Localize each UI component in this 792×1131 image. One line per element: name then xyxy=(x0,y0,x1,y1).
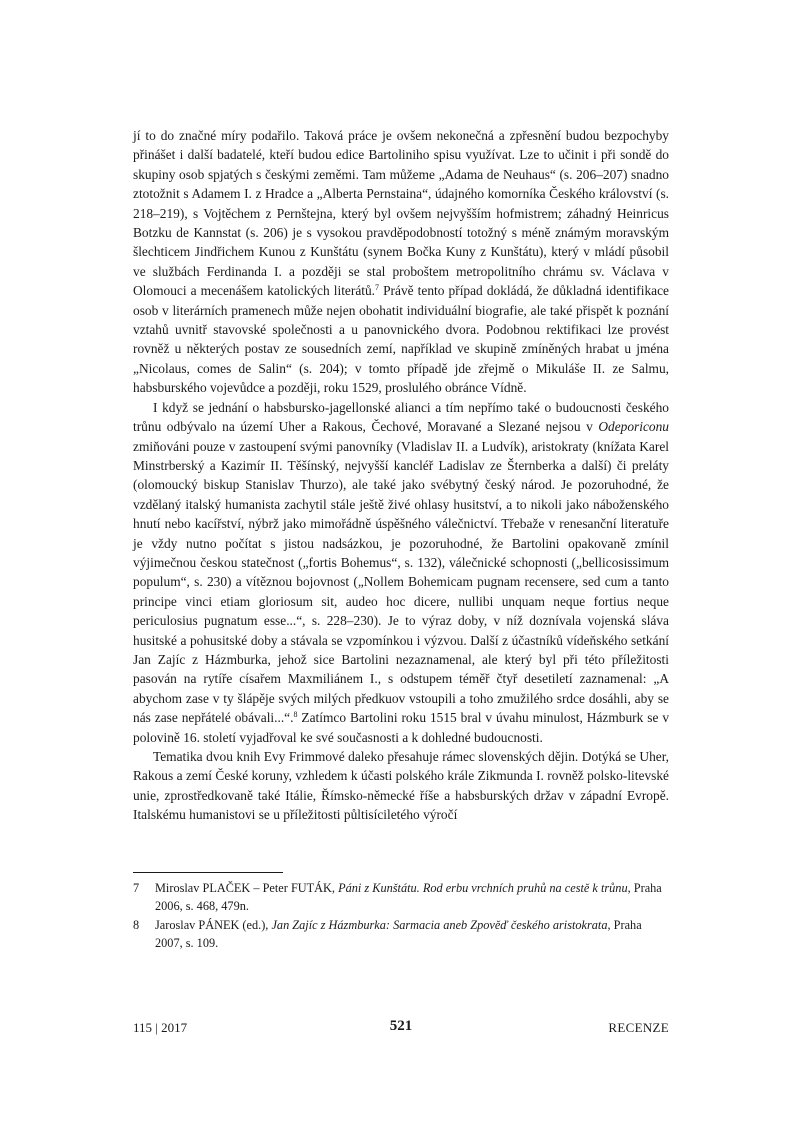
footnote xyxy=(133,917,669,952)
footnotes xyxy=(133,880,669,954)
footnote-number: 7 xyxy=(133,881,140,895)
text-run: I když se jednání o habsbursko-jagellonské alianci a tím nepřímo také o budoucnosti českého trůnu odbývalo na území Uher a Rakous, Čechové, Moravané a Slezané nejsou v xyxy=(133,399,669,435)
text-run: jí to do značné míry podařilo. Taková práce je ovšem nekonečná a zpřesnění budou bezpochyby přinášet i další badatelé, kteří budou edice Bartoliniho spisu využívat. Lze to učinit i při sondě do skupiny osob spjatých s českými zeměmi. Tam můžeme „Adama de Neuhaus“ (s. 206–207) snadno ztotožnit s Adamem I. z Hradce a „Alberta Pernstaina“, údajného komorníka Českého království (s. 218–219), s Vojtěchem z Pernštejna, který byl ovšem nejvyšším hofmistrem; záhadný Heinricus Botzku de Kannstat (s. 206) je s vysokou pravděpodobností totožný s méně známým moravským šlechticem Jindřichem Kunou z Kunštátu (synem Bočka Kuny z Kunštátu), který v mládí působil ve službách Ferdinanda I. a později se stal proboštem metropolitního chrámu sv. Václava v Olomouci a mecenášem katolických literátů. xyxy=(133,128,669,299)
footnote-ref: 8 xyxy=(293,710,298,720)
page-footer xyxy=(133,1018,669,1038)
text-run: Miroslav PLAČEK – Peter FUTÁK, xyxy=(155,881,339,895)
text-run: , Praha 2006, s. 468, 479n. xyxy=(155,881,662,913)
paragraph-2 xyxy=(133,398,669,747)
footnote-divider xyxy=(133,872,283,873)
issue-label: 115 | 2017 xyxy=(133,1020,188,1035)
footnote-text xyxy=(155,917,669,952)
text-run: zmiňováni pouze v zastoupení svými panovníky (Vladislav II. a Ludvík), aristokraty (knížata Karel Minstrberský a Kazimír II. Těšínský, nejvyšší kancléř Ladislav ze Šternberka a další) či preláty (olomoucký biskup Stanislav Thurzo), ale také jako svébytný český národ. Je pozoruhodné, že vzdělaný italský humanista zachytil stále ještě živé ohlasy husitství, a to nikoli jako náboženského hnutí nebo kacířství, nýbrž jako mimořádně úspěšného válečnictví. Třebaže v renesanční literatuře je vždy nutno počítat s jistou nadsázkou, je pozoruhodné, že Bartolini opakovaně zmínil výjimečnou českou statečnost („fortis Bohemus“, s. 132), válečnické schopnosti („bellicosissimum populum“, s. 230) a vítěznou bojovnost („Nollem Bohemicam pugnam recensere, sed cum a tanto principe vinci etiam gloriosum sit, audeo hoc dicere, nullibi unquam neque fortius neque periculosius pugnatum esse...“, s. 228–230). Je to výraz doby, v níž doznívala vojenská sláva husitské a pohusitské doby a stávala se vzpomínkou i výzvou. Další z účastníků vídeňského setkání Jan Zajíc z Házmburka, jehož sice Bartolini nezaznamenal, ale který byl při této příležitosti pasován na rytíře císařem Maxmiliánem I., s odstupem téměř čtyř desetiletí zaznamenal: „A abychom zase v ty šlápěje svých milých předkuov vstoupili a toho zmužilého srdce dosáhli, aby se nás zase nepřátelé obávali...“. xyxy=(133,438,669,726)
main-text xyxy=(133,126,669,825)
italic-title: Páni z Kunštátu. Rod erbu vrchních pruhů na cestě k trůnu xyxy=(338,881,628,895)
footnote-number: 8 xyxy=(133,918,140,932)
text-run: Zatímco Bartolini roku 1515 bral v úvahu minulost, Házmburk se v polovině 16. století vyjadřoval ke své současnosti a k dohledné budoucnosti. xyxy=(133,710,670,745)
footnote-ref: 7 xyxy=(375,283,380,293)
italic-title: Odeporiconu xyxy=(598,419,669,435)
paragraph-1 xyxy=(133,126,669,398)
footnote-text xyxy=(155,880,669,915)
text-run: Tematika dvou knih Evy Frimmové daleko přesahuje rámec slovenských dějin. Dotýká se Uher, Rakous a zemí České koruny, vzhledem k účasti polského krále Zikmunda I. rovněž polsko-litevské unie, zprostředkovaně také Itálie, Římsko-německé říše a habsburských držav v západní Evropě. Italskému humanistovi se u příležitosti půltisíciletého výročí xyxy=(133,749,669,823)
italic-title: Jan Zajíc z Házmburka: Sarmacia aneb Zpověď českého aristokrata xyxy=(271,918,608,932)
text-run: Právě tento případ dokládá, že důkladná identifikace osob v literárních pramenech může nejen obohatit individuální biografie, ale také přispět k poznání vztahů uvnitř stavovské společnosti a u panovnického dvora. Podobnou rektifikaci lze provést rovněž u některých postav ze sousedních zemí, například ve skupině zmíněných hrabat u jména „Nicolaus, comes de Salin“ (s. 204); v tomto případě jde zřejmě o Mikuláše II. ze Salmu, habsburského vojevůdce a později, roku 1529, proslulého obránce Vídně. xyxy=(133,283,669,396)
paragraph-3 xyxy=(133,747,669,825)
text-run: , Praha 2007, s. 109. xyxy=(155,918,642,950)
footnote xyxy=(133,880,669,915)
section-label: RECENZE xyxy=(608,1020,669,1035)
page-number: 521 xyxy=(389,1018,413,1034)
text-run: Jaroslav PÁNEK (ed.), xyxy=(155,918,272,932)
